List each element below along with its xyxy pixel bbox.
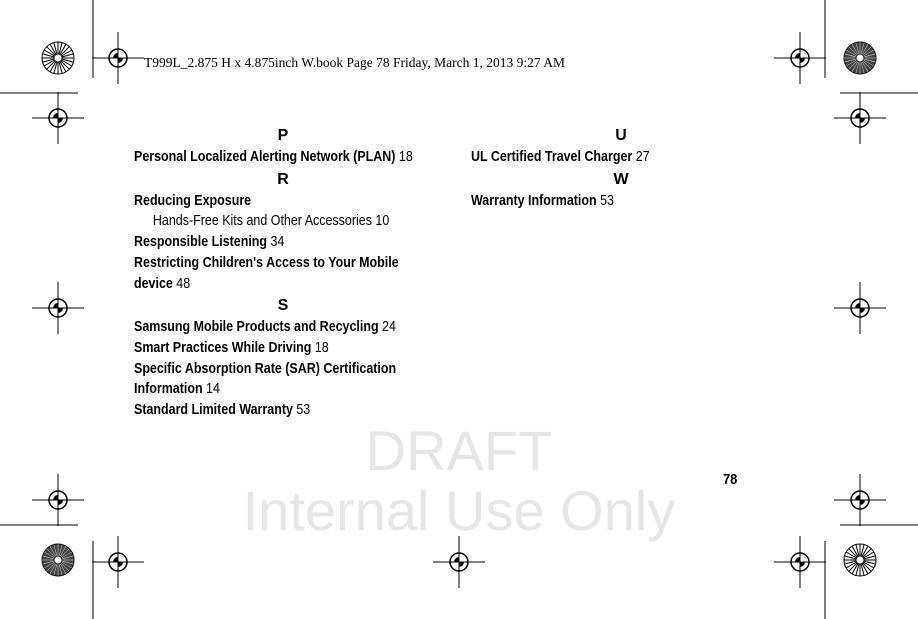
index-subentry — [134, 211, 450, 232]
registration-quadrant — [795, 53, 800, 58]
index-entry — [134, 253, 431, 294]
index-letter-r: R — [277, 170, 289, 188]
registration-quadrant — [795, 557, 800, 562]
registration-quadrant — [53, 303, 58, 308]
index-term: Restricting Children's Access to Your Mobile device — [134, 254, 399, 292]
index-page-ref: 27 — [635, 149, 650, 165]
registration-quadrant — [855, 113, 860, 118]
index-column-left — [134, 124, 432, 421]
index-term: Smart Practices While Driving — [134, 339, 312, 356]
index-letter-u: U — [615, 127, 627, 144]
index-term: Personal Localized Alerting Network (PLAN) — [134, 149, 396, 165]
starburst-hub — [54, 556, 62, 564]
registration-quadrant — [800, 562, 805, 567]
registration-quadrant — [113, 53, 118, 58]
page-number: 78 — [723, 471, 738, 488]
index-page-ref: 10 — [375, 213, 390, 230]
index-entry — [134, 191, 431, 212]
index-letter-w: W — [613, 170, 629, 188]
registration-target-center — [113, 557, 123, 567]
registration-target-center — [855, 113, 865, 123]
index-entry — [471, 191, 770, 212]
registration-quadrant — [58, 118, 63, 123]
index-term: Reducing Exposure — [134, 192, 252, 209]
index-page-ref: 24 — [382, 319, 396, 336]
index-term: UL Certified Travel Charger — [471, 149, 633, 165]
index-entry — [134, 232, 431, 253]
index-entry — [134, 147, 431, 168]
registration-quadrant — [58, 308, 63, 313]
index-letter-p: P — [277, 127, 289, 144]
starburst-hub — [54, 54, 62, 62]
registration-quadrant — [459, 562, 464, 567]
registration-quadrant — [855, 303, 860, 308]
book-header: T999L_2.875 H x 4.875inch W.book Page 78 Friday, March 1, 2013 9:27 AM — [144, 55, 565, 70]
registration-target-center — [795, 53, 805, 63]
index-term: Responsible Listening — [134, 234, 268, 251]
registration-target-center — [454, 557, 464, 567]
registration-target-center — [855, 303, 865, 313]
registration-target-center — [795, 557, 805, 567]
starburst-hub — [856, 54, 864, 62]
index-page-ref: 18 — [398, 149, 413, 165]
watermark-internal-use: Internal Use Only — [242, 479, 676, 542]
index-entry — [134, 359, 431, 400]
registration-quadrant — [860, 118, 865, 123]
index-entry — [471, 147, 770, 168]
index-entry — [134, 317, 431, 338]
index-column-right — [471, 124, 771, 211]
index-subterm: Hands-Free Kits and Other Accessories — [152, 213, 372, 230]
index-term: Specific Absorption Rate (SAR) Certification Information — [134, 360, 397, 398]
registration-quadrant — [860, 308, 865, 313]
registration-quadrant — [454, 557, 459, 562]
registration-quadrant — [118, 562, 123, 567]
index-page-ref: 53 — [296, 402, 311, 419]
registration-target-center — [113, 53, 123, 63]
watermark-draft: DRAFT — [365, 419, 553, 482]
registration-quadrant — [800, 58, 805, 63]
index-page-ref: 14 — [206, 381, 220, 398]
registration-quadrant — [113, 557, 118, 562]
index-letter-s: S — [277, 297, 289, 315]
registration-quadrant — [53, 113, 58, 118]
starburst-hub — [856, 556, 864, 564]
index-term: Warranty Information — [471, 192, 597, 209]
index-entry — [134, 338, 431, 359]
registration-quadrant — [118, 58, 123, 63]
index-entry — [134, 400, 431, 421]
index-term: Standard Limited Warranty — [134, 402, 293, 419]
registration-target-center — [53, 303, 63, 313]
registration-target-center — [53, 113, 63, 123]
index-page-ref: 53 — [600, 192, 614, 209]
index-page-ref: 34 — [270, 234, 285, 251]
index-page-ref: 48 — [176, 275, 191, 292]
index-term: Samsung Mobile Products and Recycling — [134, 319, 379, 336]
index-page-ref: 18 — [314, 339, 329, 356]
